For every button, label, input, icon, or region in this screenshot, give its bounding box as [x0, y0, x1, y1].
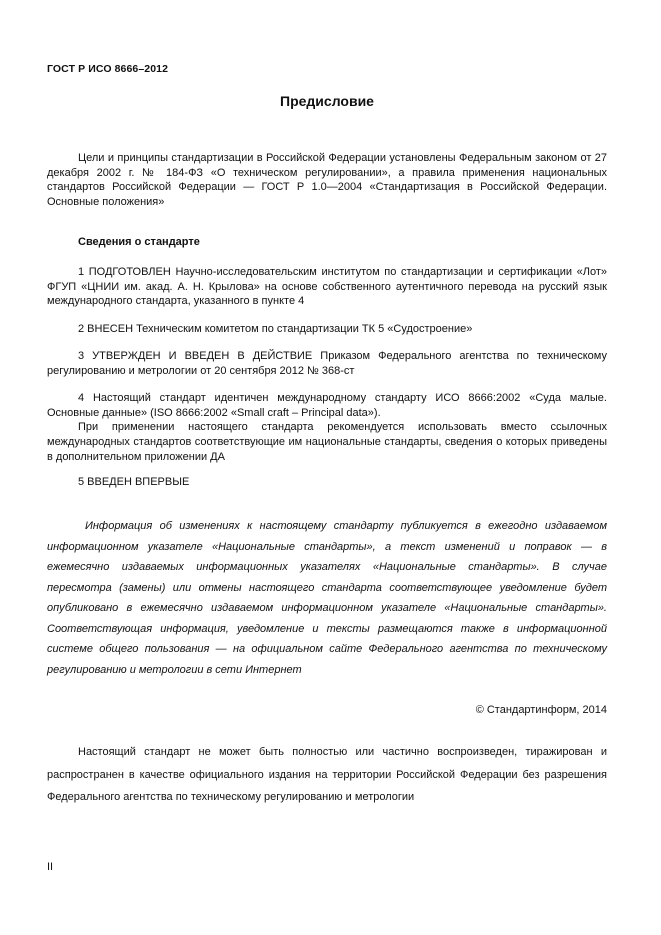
- intro-paragraph: [47, 151, 607, 210]
- changes-info-block: [47, 516, 607, 680]
- item-2-text: 2 ВНЕСЕН Техническим комитетом по стандартизации ТК 5 «Судостроение»: [78, 323, 473, 335]
- intro-text: Цели и принципы стандартизации в Российской Федерации установлены Федеральным законом от 27 декабря 2002 г. № 184-ФЗ «О техническом регулировании», а правила применения национальных стандартов Российской Федерации — ГОСТ Р 1.0—2004 «Стандартизация в Российской Федерации. Основные положения»: [47, 152, 607, 209]
- item-3-text: 3 УТВЕРЖДЕН И ВВЕДЕН В ДЕЙСТВИЕ Приказом Федерального агентства по техническому регулированию и метрологии от 20 сентября 2012 № 368-ст: [47, 350, 607, 377]
- item-4-text: 4 Настоящий стандарт идентичен международному стандарту ИСО 8666:2002 «Суда малые. Основные данные» (ISO 8666:2002 «Small craft – Principal data»).: [47, 392, 607, 419]
- page-number: II: [47, 861, 54, 873]
- info-heading: Сведения о стандарте: [78, 236, 200, 248]
- item-3: [47, 349, 607, 378]
- item-1-text: 1 ПОДГОТОВЛЕН Научно-исследовательским институтом по стандартизации и сертификации «Лот» ФГУП «ЦНИИ им. акад. А. Н. Крылова» на основе собственного аутентичного перевода на русский язык международного стандарта, указанного в пункте 4: [47, 266, 607, 308]
- page-title: Предисловие: [280, 93, 374, 109]
- item-4: [47, 391, 607, 465]
- item-5: [47, 475, 607, 490]
- changes-info-text: Информация об изменениях к настоящему стандарту публикуется в ежегодно издаваемом информационном указателе «Национальные стандарты», а текст изменений и поправок — в ежемесячно издаваемых информационных указателях «Национальные стандарты». В случае пересмотра (замены) или отмены настоящего стандарта соответствующее уведомление будет опубликовано в ежемесячно издаваемом информационном указателе «Национальные стандарты». Соответствующая информация, уведомление и тексты размещаются также в информационной системе общего пользования — на официальном сайте Федерального агентства по техническому регулированию и метрологии в сети Интернет: [47, 520, 607, 676]
- reproduction-notice-block: [47, 741, 607, 809]
- item-1: [47, 265, 607, 309]
- copyright-line: © Стандартинформ, 2014: [475, 704, 607, 716]
- item-5-text: 5 ВВЕДЕН ВПЕРВЫЕ: [78, 476, 190, 488]
- item-4-note: При применении настоящего стандарта рекомендуется использовать вместо ссылочных международных стандартов соответствующие им национальные стандарты, сведения о которых приведены в дополнительном приложении ДА: [47, 421, 607, 463]
- document-code-header: ГОСТ Р ИСО 8666–2012: [47, 63, 169, 75]
- item-2: [47, 322, 607, 337]
- reproduction-notice-text: Настоящий стандарт не может быть полностью или частично воспроизведен, тиражирован и распространен в качестве официального издания на территории Российской Федерации без разрешения Федерального агентства по техническому регулированию и метрологии: [47, 746, 607, 803]
